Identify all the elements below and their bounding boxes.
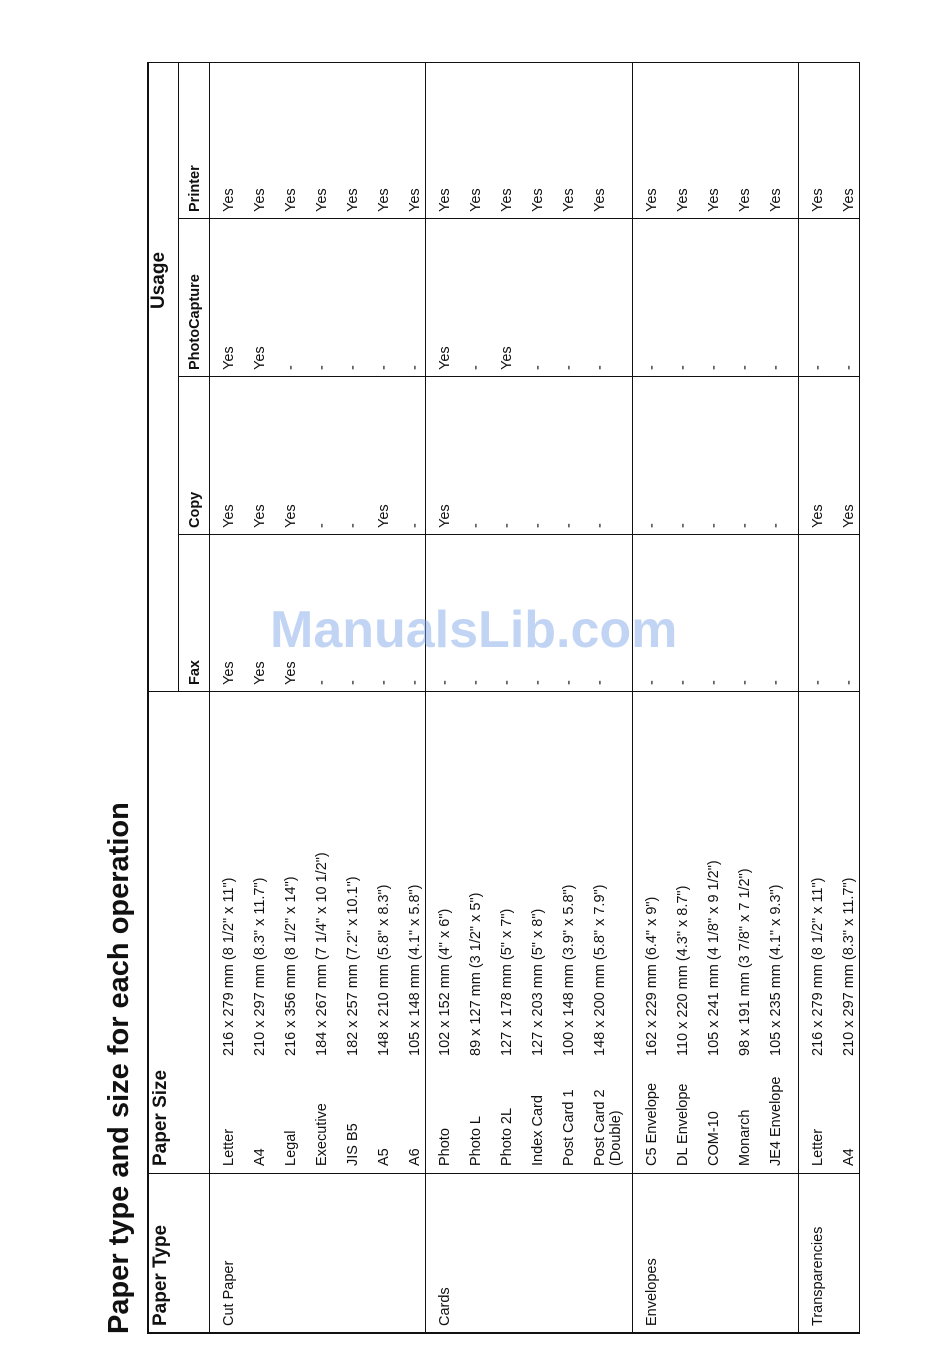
paper-name: Index Card	[530, 1095, 546, 1166]
copy-value: -	[644, 523, 660, 528]
printer-value: Yes	[644, 188, 660, 212]
fax-value: -	[706, 680, 722, 685]
fax-value: -	[499, 680, 515, 685]
printer-value: Yes	[437, 188, 453, 212]
fax-value: -	[592, 680, 608, 685]
copy-value: -	[737, 523, 753, 528]
fax-value: -	[561, 680, 577, 685]
col-divider-copy	[178, 376, 860, 377]
group-divider	[425, 62, 426, 1334]
printer-value: Yes	[737, 188, 753, 212]
printer-value: Yes	[675, 188, 691, 212]
header-printer: Printer	[187, 165, 203, 212]
header-usage: Usage	[148, 251, 169, 309]
fax-value: -	[437, 680, 453, 685]
paper-name: Post Card 2	[592, 1089, 608, 1166]
printer-value: Yes	[407, 188, 423, 212]
copy-value: Yes	[221, 504, 237, 528]
printer-value: Yes	[768, 188, 784, 212]
printer-value: Yes	[592, 188, 608, 212]
photocapture-value: -	[768, 365, 784, 370]
col-divider-size	[147, 691, 860, 692]
copy-value: -	[530, 523, 546, 528]
paper-size-value: 105 x 241 mm (4 1/8" x 9 1/2")	[706, 860, 722, 1056]
paper-size-value: 148 x 210 mm (5.8" x 8.3")	[376, 884, 392, 1056]
photocapture-value: Yes	[437, 346, 453, 370]
printer-value: Yes	[841, 188, 857, 212]
photocapture-value: -	[675, 365, 691, 370]
paper-size-value: 184 x 267 mm (7 1/4" x 10 1/2")	[314, 852, 330, 1056]
fax-value: -	[468, 680, 484, 685]
paper-size-value: 105 x 148 mm (4.1" x 5.8")	[407, 884, 423, 1056]
paper-size-value: 127 x 203 mm (5" x 8")	[530, 908, 546, 1056]
printer-value: Yes	[706, 188, 722, 212]
paper-size-value: 127 x 178 mm (5" x 7")	[499, 908, 515, 1056]
fax-value: -	[810, 680, 826, 685]
photocapture-value: -	[314, 365, 330, 370]
paper-type-label: Transparencies	[810, 1226, 826, 1326]
copy-value: -	[499, 523, 515, 528]
copy-value: Yes	[437, 504, 453, 528]
fax-value: -	[675, 680, 691, 685]
paper-type-label: Envelopes	[644, 1258, 660, 1326]
printer-value: Yes	[283, 188, 299, 212]
photocapture-value: -	[530, 365, 546, 370]
paper-size-value: 148 x 200 mm (5.8" x 7.9")	[592, 884, 608, 1056]
copy-value: Yes	[376, 504, 392, 528]
header-paper-type: Paper Type	[150, 1224, 171, 1326]
photocapture-value: Yes	[221, 346, 237, 370]
paper-type-label: Cards	[437, 1287, 453, 1326]
paper-name: Legal	[283, 1130, 299, 1166]
copy-value: -	[768, 523, 784, 528]
fax-value: -	[841, 680, 857, 685]
copy-value: Yes	[810, 504, 826, 528]
photocapture-value: -	[407, 365, 423, 370]
watermark: ManualsLib.com	[270, 601, 678, 659]
paper-size-value: 102 x 152 mm (4" x 6")	[437, 908, 453, 1056]
printer-value: Yes	[252, 188, 268, 212]
paper-name: JIS B5	[345, 1123, 361, 1166]
paper-name: A6	[407, 1148, 423, 1166]
group-divider	[798, 62, 799, 1334]
printer-value: Yes	[221, 188, 237, 212]
printer-value: Yes	[314, 188, 330, 212]
header-paper-size: Paper Size	[150, 1069, 171, 1166]
fax-value: Yes	[283, 661, 299, 685]
paper-size-value: 216 x 356 mm (8 1/2" x 14")	[283, 876, 299, 1056]
paper-name: A5	[376, 1148, 392, 1166]
fax-value: Yes	[221, 661, 237, 685]
photocapture-value: -	[841, 365, 857, 370]
photocapture-value: -	[592, 365, 608, 370]
copy-value: -	[407, 523, 423, 528]
fax-value: -	[737, 680, 753, 685]
paper-size-value: 182 x 257 mm (7.2" x 10.1")	[345, 876, 361, 1056]
page-title: Paper type and size for each operation	[103, 802, 135, 1334]
printer-value: Yes	[810, 188, 826, 212]
copy-value: -	[592, 523, 608, 528]
photocapture-value: -	[737, 365, 753, 370]
paper-name: A4	[841, 1148, 857, 1166]
paper-size-value: 216 x 279 mm (8 1/2" x 11")	[810, 877, 826, 1056]
copy-value: Yes	[841, 504, 857, 528]
col-divider-photocapture	[178, 218, 860, 219]
paper-size-value: 89 x 127 mm (3 1/2" x 5")	[468, 892, 484, 1056]
usage-subheader-divider	[178, 62, 179, 692]
photocapture-value: Yes	[252, 346, 268, 370]
table-border-left	[147, 1333, 860, 1335]
copy-value: -	[675, 523, 691, 528]
photocapture-value: -	[644, 365, 660, 370]
copy-value: -	[345, 523, 361, 528]
header-photocapture: PhotoCapture	[187, 274, 203, 370]
paper-name: Letter	[810, 1128, 826, 1166]
copy-value: -	[561, 523, 577, 528]
col-divider-type	[147, 1173, 860, 1174]
photocapture-value: -	[810, 365, 826, 370]
paper-size-value: 210 x 297 mm (8.3" x 11.7")	[841, 877, 857, 1056]
fax-value: -	[530, 680, 546, 685]
photocapture-value: -	[376, 365, 392, 370]
printer-value: Yes	[530, 188, 546, 212]
printer-value: Yes	[345, 188, 361, 212]
paper-name: C5 Envelope	[644, 1082, 660, 1166]
photocapture-value: -	[706, 365, 722, 370]
photocapture-value: -	[468, 365, 484, 370]
paper-size-value: 216 x 279 mm (8 1/2" x 11")	[221, 877, 237, 1056]
printer-value: Yes	[499, 188, 515, 212]
paper-size-value: 105 x 235 mm (4.1" x 9.3")	[768, 884, 784, 1056]
paper-table	[147, 62, 860, 1334]
photocapture-value: Yes	[499, 346, 515, 370]
paper-name-line2: (Double)	[608, 1110, 624, 1166]
paper-name: JE4 Envelope	[768, 1076, 784, 1166]
paper-name: Photo	[437, 1128, 453, 1166]
table-border-right	[147, 62, 860, 64]
copy-value: -	[468, 523, 484, 528]
header-fax: Fax	[187, 660, 203, 685]
photocapture-value: -	[283, 365, 299, 370]
paper-name: Post Card 1	[561, 1089, 577, 1166]
fax-value: Yes	[252, 661, 268, 685]
paper-name: Executive	[314, 1103, 330, 1166]
copy-value: -	[314, 523, 330, 528]
fax-value: -	[644, 680, 660, 685]
paper-name: DL Envelope	[675, 1083, 691, 1166]
fax-value: -	[345, 680, 361, 685]
fax-value: -	[407, 680, 423, 685]
paper-name: Photo L	[468, 1116, 484, 1166]
paper-size-value: 162 x 229 mm (6.4" x 9")	[644, 896, 660, 1056]
paper-name: Photo 2L	[499, 1107, 515, 1166]
photocapture-value: -	[345, 365, 361, 370]
paper-size-value: 210 x 297 mm (8.3" x 11.7")	[252, 877, 268, 1056]
fax-value: -	[314, 680, 330, 685]
paper-size-value: 100 x 148 mm (3.9" x 5.8")	[561, 884, 577, 1056]
copy-value: -	[706, 523, 722, 528]
fax-value: -	[376, 680, 392, 685]
paper-name: COM-10	[706, 1111, 722, 1166]
copy-value: Yes	[252, 504, 268, 528]
copy-value: Yes	[283, 504, 299, 528]
paper-size-value: 110 x 220 mm (4.3" x 8.7")	[675, 885, 691, 1056]
paper-name: A4	[252, 1148, 268, 1166]
fax-value: -	[768, 680, 784, 685]
paper-type-label: Cut Paper	[221, 1260, 237, 1326]
photocapture-value: -	[561, 365, 577, 370]
printer-value: Yes	[561, 188, 577, 212]
table-border-bottom	[859, 62, 861, 1334]
header-divider	[209, 62, 210, 1334]
group-divider	[632, 62, 633, 1334]
printer-value: Yes	[376, 188, 392, 212]
col-divider-fax	[178, 534, 860, 535]
paper-name: Monarch	[737, 1109, 753, 1166]
printer-value: Yes	[468, 188, 484, 212]
header-copy: Copy	[187, 491, 203, 528]
paper-name: Letter	[221, 1128, 237, 1166]
paper-size-value: 98 x 191 mm (3 7/8" x 7 1/2")	[737, 868, 753, 1056]
